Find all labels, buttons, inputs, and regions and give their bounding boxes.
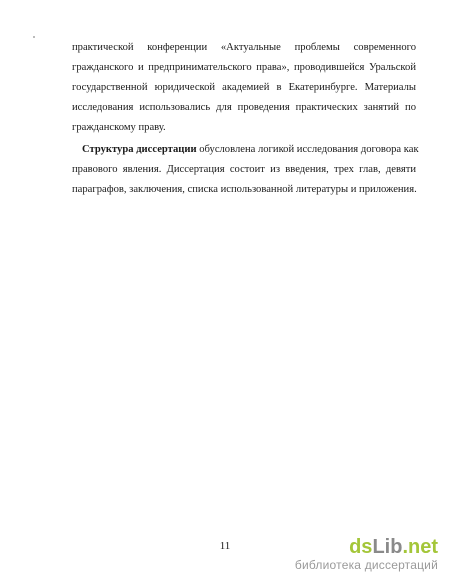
paragraph-1-line: государственной юридической академией в Екатеринбурге. Материалы — [72, 82, 416, 93]
dslib-watermark — [295, 536, 438, 572]
paragraph-1-line: исследования использовались для проведения практических занятий по — [72, 102, 416, 113]
watermark-subtitle: библиотека диссертаций — [294, 558, 438, 572]
paragraph-2 — [72, 140, 419, 200]
paragraph-1-line: гражданского и предпринимательского права», проводившейся Уральской — [72, 62, 416, 73]
logo-ds: ds — [349, 536, 373, 558]
paragraph-1-line: практической конференции «Актуальные проблемы современного — [72, 42, 416, 53]
logo-lib: Lib — [372, 536, 403, 558]
paragraph-2-first-line-text: обусловлена логикой исследования договора как — [196, 144, 419, 155]
page-number: 11 — [219, 540, 231, 552]
structure-heading: Структура диссертации — [82, 144, 197, 155]
paragraph-2-first-line — [72, 140, 419, 160]
paragraph-2-line: параграфов, заключения, списка использованной литературы и приложения. — [72, 184, 417, 195]
scan-mark — [33, 36, 35, 38]
paragraph-2-line: правового явления. Диссертация состоит из введения, трех глав, девяти — [72, 164, 416, 175]
logo-net: .net — [402, 536, 438, 558]
dslib-logo — [295, 536, 438, 558]
paragraph-1-line: гражданскому праву. — [72, 122, 166, 133]
paragraph-1 — [72, 38, 416, 138]
